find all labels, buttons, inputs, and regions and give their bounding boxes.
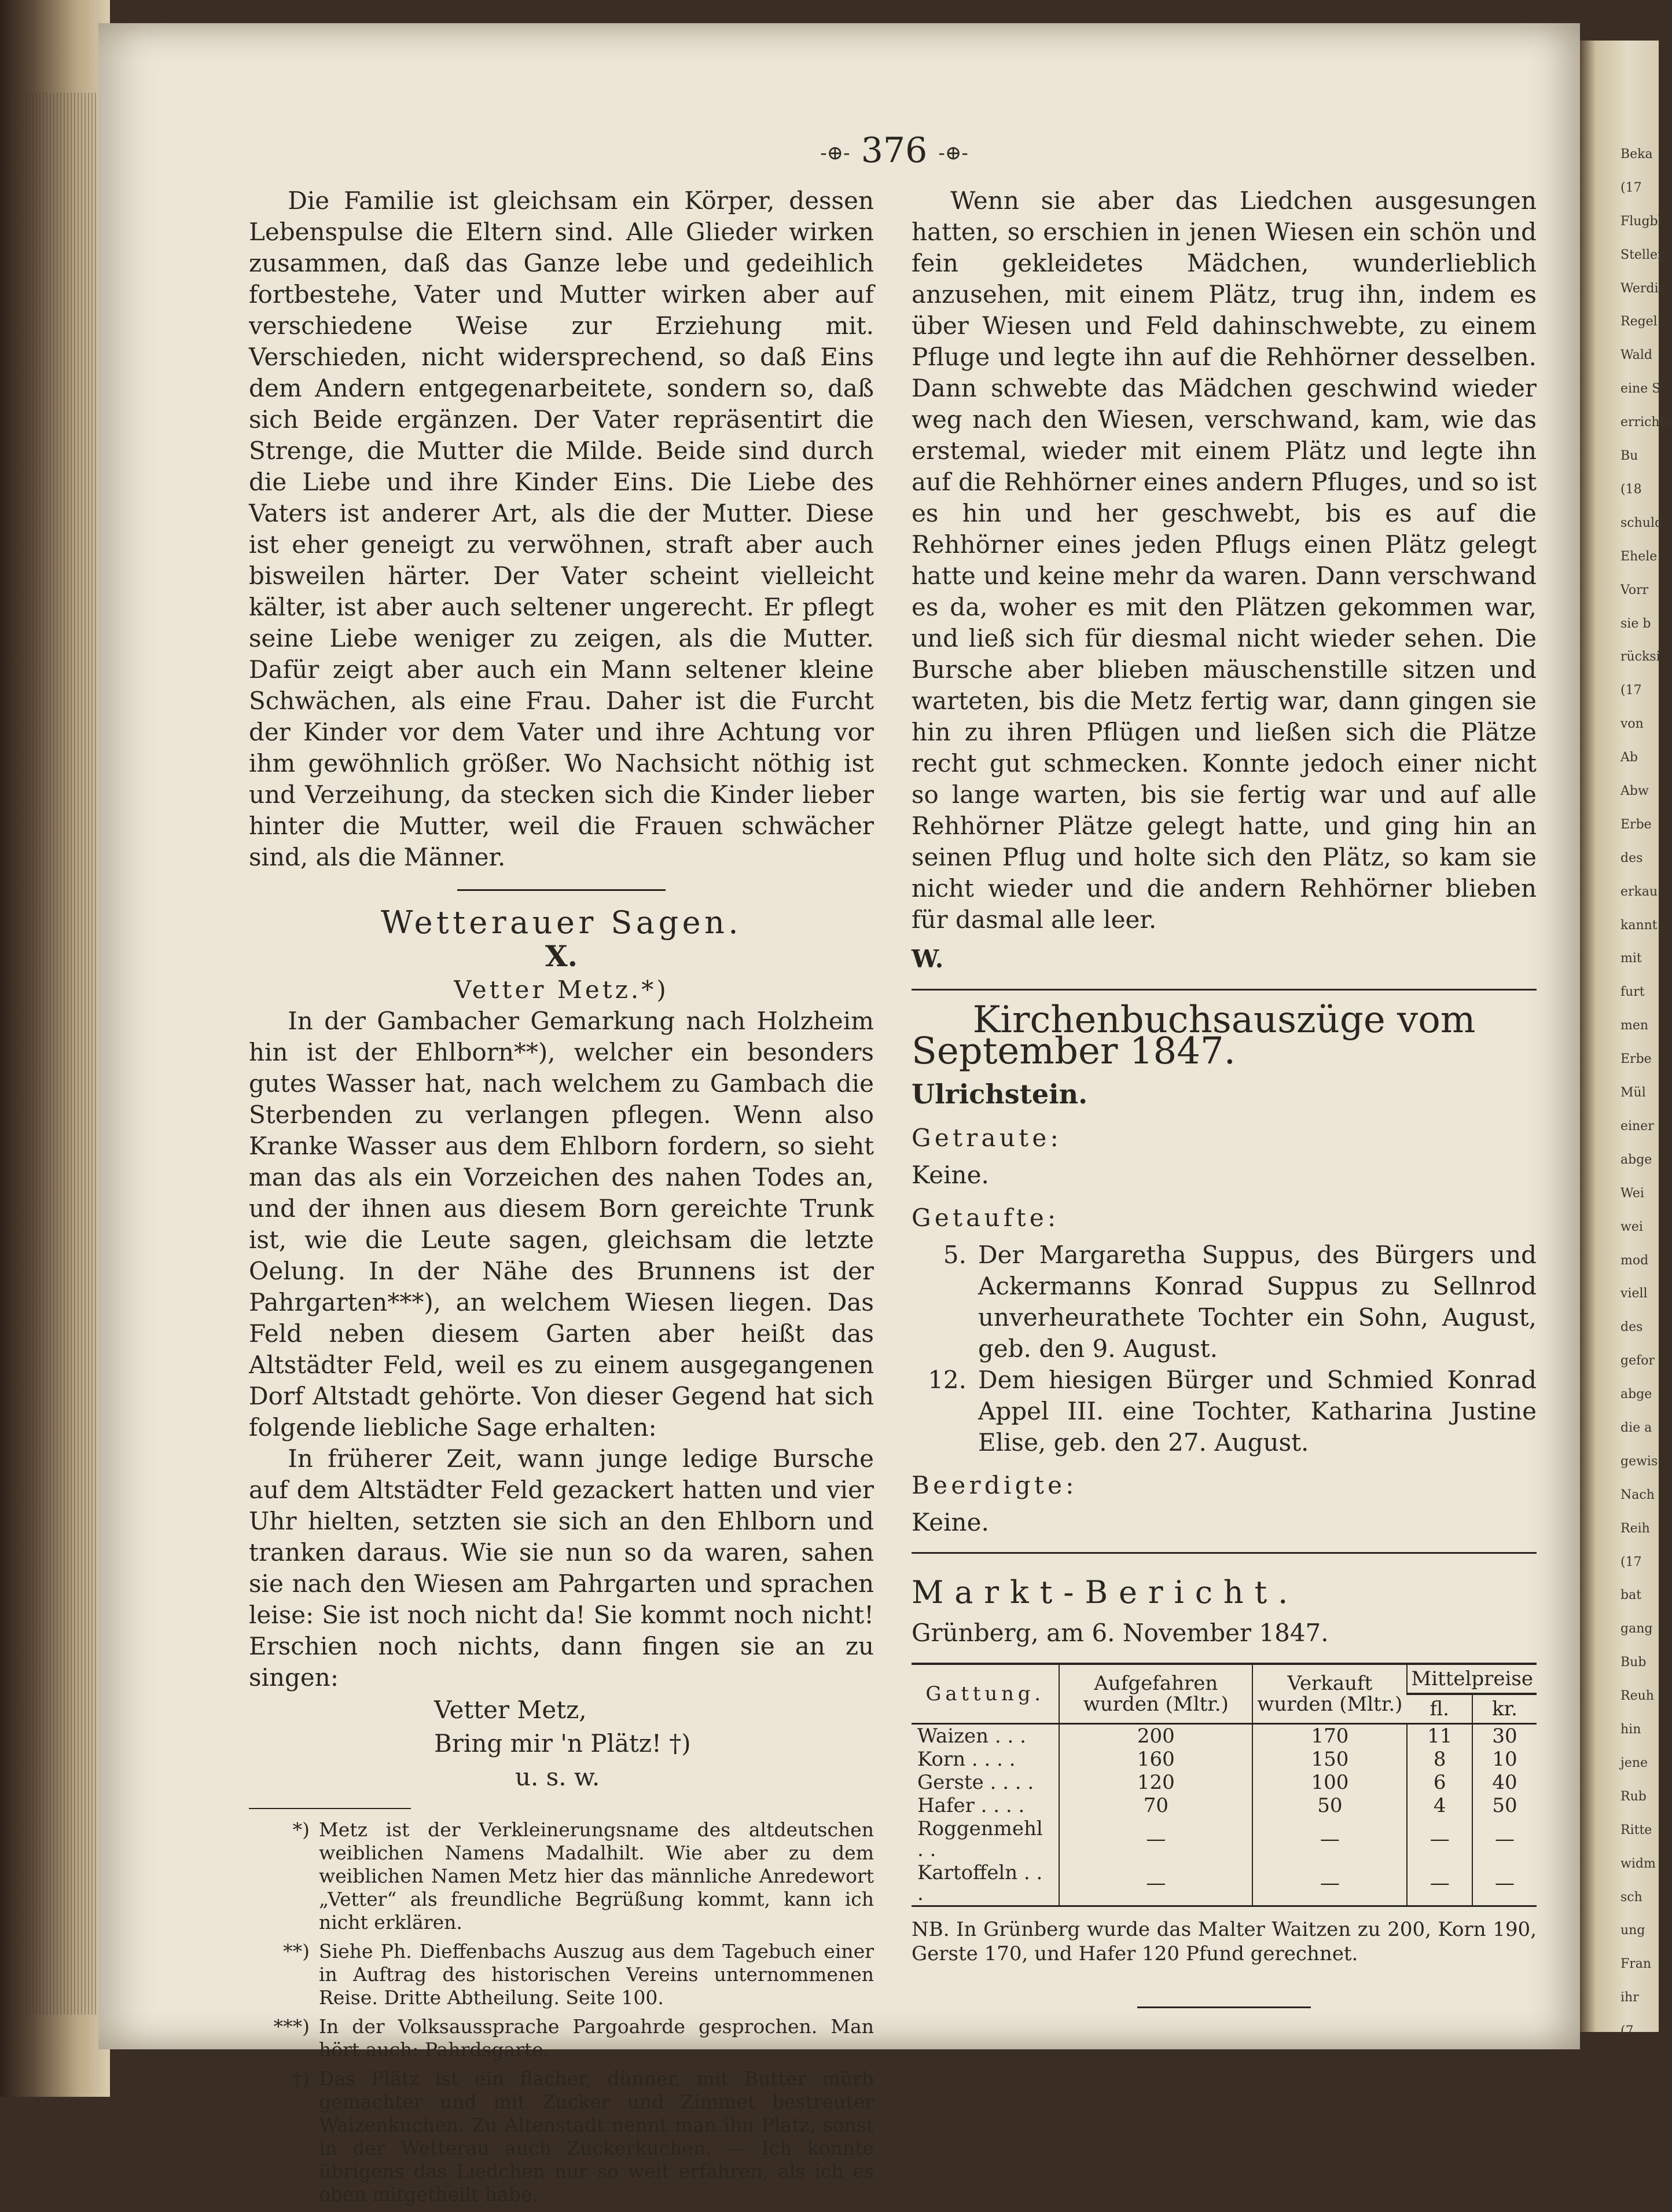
entry-number: 5.: [943, 1241, 967, 1269]
adjacent-page-fragment: men: [1620, 1018, 1649, 1033]
adjacent-page-fragment: mit: [1620, 951, 1642, 966]
ornament-right: -⊕-: [938, 141, 968, 165]
cell: Roggenmehl . .: [917, 1817, 1043, 1861]
market-report-date: Grünberg, am 6. November 1847.: [912, 1619, 1329, 1647]
adjacent-page-fragment: (17: [1620, 1554, 1642, 1569]
cell: 150: [1252, 1748, 1407, 1771]
divider: [912, 1552, 1537, 1554]
left-column: [249, 185, 874, 2212]
footnote: [249, 2067, 874, 2206]
story-title: Vetter Metz.*): [454, 975, 669, 1004]
footnote-divider: [249, 1808, 411, 1809]
cell: —: [1059, 1817, 1252, 1861]
adjacent-page-fragment: Reuh: [1620, 1689, 1654, 1704]
cell: —: [1252, 1817, 1407, 1861]
right-column: [912, 185, 1537, 2008]
cell: 200: [1059, 1724, 1252, 1748]
footnote-text: Metz ist der Verkleinerungsname des altdeutschen weiblichen Namens Madalhilt. Wie aber zu dem weiblichen Namen Metz hier das männliche Anredewort „Vetter“ als freundliche Begrüßung kommt, kann ich nicht erklären.: [319, 1818, 874, 1934]
adjacent-page-fragment: kannt: [1620, 918, 1658, 933]
book-spine: [0, 0, 110, 2097]
parish-name: Ulrichstein.: [912, 1079, 1088, 1110]
adjacent-page-fragment: wei: [1620, 1219, 1643, 1234]
page-number: 376: [861, 130, 928, 171]
col-mittelpreise: Mittelpreise: [1407, 1664, 1537, 1694]
col-verkauft: Verkauft wurden (Mltr.): [1252, 1664, 1407, 1724]
ornament-left: -⊕-: [820, 141, 850, 165]
adjacent-page-fragment: furt: [1620, 985, 1645, 1000]
cell: Hafer . . . .: [917, 1794, 1025, 1817]
adjacent-page-fragment: ihr: [1620, 1990, 1639, 2005]
cell: 11: [1407, 1724, 1472, 1748]
buried-value: Keine.: [912, 1508, 989, 1536]
footnote: [249, 1940, 874, 2009]
market-note: NB. In Grünberg wurde das Malter Waitzen zu 200, Korn 190, Gerste 170, und Hafer 120 Pfund gerechnet.: [912, 1918, 1537, 1965]
cell: 10: [1472, 1748, 1537, 1771]
adjacent-page-fragment: jene: [1620, 1755, 1648, 1770]
market-report-title: Markt-Bericht.: [912, 1574, 1299, 1611]
verse-line: Bring mir 'n Plätz! †): [434, 1729, 691, 1758]
adjacent-page-fragment: Abw: [1620, 784, 1649, 798]
adjacent-page-fragment: Wei: [1620, 1186, 1644, 1201]
footnote: [249, 2015, 874, 2061]
table-row: [912, 1794, 1537, 1817]
cell: —: [1407, 1817, 1472, 1861]
story-continuation: Wenn sie aber das Liedchen ausgesungen hatten, so erschien in jenen Wiesen ein schön und fein gekleidetes Mädchen, wunderlieblich anzusehen, mit einem Plätz, trug ihn, indem es über Wiesen und Feld dahinschwebte, zu einem Pfluge und legte ihn auf die Rehhörner desselben. Dann schwebte das Mädchen geschwind wieder weg nach den Wiesen, verschwand, kam, wie das erstemal, wieder mit einem Plätz und legte ihn auf die Rehhörner eines andern Pfluges, und so ist es hin und her geschwebt, bis es auf die Rehhörner eines jeden Pflugs einen Plätz gelegt hatte und keine mehr da waren. Dann verschwand es da, woher es mit den Plätzen gekommen war, und ließ sich für diesmal nicht wieder sehen. Die Bursche aber blieben mäuschenstille sitzen und warteten, bis die Metz fertig war, dann gingen sie hin zu ihren Pflügen und ließen sich die Plätze recht gut schmecken. Konnte jedoch einer nicht so lange warten, bis sie fertig war und auf alle Rehhörner Plätze gelegt hatte, und ging hin an seinen Pflug und holte sich den Plätz, so kam sie nicht wieder und die andern Rehhörner blieben für dasmal alle leer.: [912, 186, 1537, 934]
adjacent-page-fragment: widm: [1620, 1856, 1656, 1871]
cell: —: [1059, 1861, 1252, 1906]
cell: 50: [1252, 1794, 1407, 1817]
adjacent-page-fragment: Bub: [1620, 1655, 1647, 1670]
adjacent-page-fragment: Beka: [1620, 147, 1653, 162]
adjacent-page-fragment: schuld: [1620, 515, 1663, 530]
adjacent-page-fragment: Wald: [1620, 348, 1652, 363]
adjacent-page-fragment: erkau: [1620, 884, 1658, 899]
adjacent-page-fragment: Erbe: [1620, 1052, 1652, 1067]
adjacent-page-fragment: Flugbl: [1620, 214, 1662, 229]
adjacent-page-fragment: Nach: [1620, 1487, 1655, 1502]
adjacent-page-fragment: abge: [1620, 1387, 1652, 1402]
adjacent-page-fragment: Ehele: [1620, 549, 1658, 564]
cell: 6: [1407, 1771, 1472, 1794]
footnote-text: Das Plätz ist ein flacher, dünner, mit Butter mürb gemachter und mit Zucker und Zimmet bestreuter Waizenkuchen. Zu Altenstadt nennt man ihn Platz, sonst in der Wetterau auch Zuckerkuchen. — Ich konnte übrigens das Liedchen nur so weit erfahren, als ich es oben mitgetheilt habe.: [319, 2067, 874, 2206]
cell: 40: [1472, 1771, 1537, 1794]
section-title: Wetterauer Sagen.: [381, 904, 742, 941]
cell: 170: [1252, 1724, 1407, 1748]
adjacent-page-fragment: Vorr: [1620, 582, 1649, 597]
cell: Korn . . . .: [917, 1748, 1016, 1771]
col-aufgefahren: Aufgefahren wurden (Mltr.): [1059, 1664, 1252, 1724]
divider: [457, 889, 666, 891]
adjacent-page-fragment: (7: [1620, 2024, 1634, 2039]
adjacent-page-fragment: (17: [1620, 180, 1642, 195]
adjacent-page-fragment: hin: [1620, 1722, 1641, 1737]
buried-label: Beerdigte:: [912, 1471, 1078, 1499]
adjacent-page-fragment: gang: [1620, 1622, 1653, 1637]
cell: 8: [1407, 1748, 1472, 1771]
adjacent-page-fragment: Ritte: [1620, 1822, 1652, 1837]
cell: 100: [1252, 1771, 1407, 1794]
baptism-entry: [912, 1239, 1537, 1364]
cell: —: [1252, 1861, 1407, 1906]
family-paragraph: Die Familie ist gleichsam ein Körper, dessen Lebenspulse die Eltern sind. Alle Glieder wirken zusammen, daß das Ganze lebe und gedeihlich fortbestehe, Vater und Mutter wirken aber auf verschiedene Weise zur Erziehung mit. Verschieden, nicht widersprechend, so daß Eins dem Andern entgegenarbeitete, sondern so, daß sich Beide ergänzen. Der Vater repräsentirt die Strenge, die Mutter die Milde. Beide sind durch die Liebe und ihre Kinder Eins. Die Liebe des Vaters ist anderer Art, als die der Mutter. Diese ist eher geneigt zu verwöhnen, straft aber auch bisweilen härter. Der Vater scheint vielleicht kälter, ist aber auch seltener ungerecht. Er pflegt seine Liebe weniger zu zeigen, als die Mutter. Dafür zeigt aber auch ein Mann seltener kleine Schwächen, als eine Frau. Daher ist die Furcht der Kinder vor dem Vater und ihre Achtung vor ihm gewöhnlich größer. Wo Nachsicht nöthig ist und Verzeihung, da stecken sich die Kinder lieber hinter die Mutter, weil die Frauen schwächer sind, als die Männer.: [249, 186, 874, 871]
baptism-entry: [912, 1364, 1537, 1458]
verse-line: Vetter Metz,: [434, 1696, 587, 1724]
cell: 120: [1059, 1771, 1252, 1794]
adjacent-page-fragment: von: [1620, 717, 1644, 732]
verse: [434, 1693, 874, 1794]
cell: Waizen . . .: [917, 1725, 1026, 1748]
adjacent-page-fragment: errichte: [1620, 415, 1672, 430]
adjacent-page-fragment: (17: [1620, 683, 1642, 698]
section-number: X.: [545, 939, 578, 973]
cell: 160: [1059, 1748, 1252, 1771]
adjacent-page-fragment: viell: [1620, 1286, 1648, 1301]
entry-text: Der Margaretha Suppus, des Bürgers und Ackermanns Konrad Suppus zu Sellnrod unverheurathete Tochter ein Sohn, August, geb. den 9. August.: [978, 1241, 1537, 1363]
table-row: [912, 1817, 1537, 1861]
cell: Gerste . . . .: [917, 1771, 1034, 1794]
adjacent-page-fragment: die a: [1620, 1421, 1652, 1435]
footnote: [249, 1818, 874, 1934]
col-fl: fl.: [1407, 1694, 1472, 1724]
footnote-text: Siehe Ph. Dieffenbachs Auszug aus dem Tagebuch einer in Auftrag des historischen Vereins unternommenen Reise. Dritte Abtheilung. Seite 100.: [319, 1940, 874, 2009]
footnote-mark: †): [292, 2067, 310, 2090]
end-divider: [1137, 2006, 1311, 2008]
adjacent-page-fragment: Regel.: [1620, 314, 1662, 329]
story-paragraph: In früherer Zeit, wann junge ledige Bursche auf dem Altstädter Feld gezackert hatten und vier Uhr hielten, setzten sie sich an den Ehlborn und tranken daraus. Wie sie nun so da waren, sahen sie nach den Wiesen am Pahrgarten und sprachen leise: Sie ist noch nicht da! Sie kommt noch nicht! Erschien noch nichts, dann fingen sie an zu singen:: [249, 1444, 874, 1692]
adjacent-page-fragment: sch: [1620, 1890, 1642, 1905]
adjacent-page-fragment: Reih: [1620, 1521, 1650, 1536]
adjacent-page-fragment: mod: [1620, 1253, 1649, 1268]
story-paragraph: In der Gambacher Gemarkung nach Holzheim hin ist der Ehlborn**), welcher ein besonders gutes Wasser hat, nach welchem zu Gambach die Sterbenden zu verlangen pflegen. Wenn also Kranke Wasser aus dem Ehlborn fordern, so sieht man das als ein Vorzeichen des nahen Todes an, und der ihnen aus diesem Born gereichte Trunk ist, wie die Leute sagen, gleichsam die letzte Oelung. In der Nähe des Brunnens ist der Pahrgarten***), an welchem Wiesen liegen. Das Feld neben diesem Garten aber heißt das Altstädter Feld, weil es zu einem ausgegangenen Dorf Altstadt gehörte. Von dieser Gegend hat sich folgende liebliche Sage erhalten:: [249, 1007, 874, 1441]
adjacent-page: [1580, 41, 1672, 2039]
cell: 50: [1472, 1794, 1537, 1817]
entry-number: 12.: [928, 1366, 967, 1394]
entry-text: Dem hiesigen Bürger und Schmied Konrad Appel III. eine Tochter, Katharina Justine Elise, geb. den 27. August.: [978, 1366, 1537, 1457]
col-kr: kr.: [1472, 1694, 1537, 1724]
cell: 30: [1472, 1724, 1537, 1748]
footnote-mark: **): [283, 1940, 310, 1962]
cell: Kartoffeln . . .: [912, 1861, 1059, 1906]
cell: —: [1472, 1861, 1537, 1906]
adjacent-page-fragment: abge: [1620, 1152, 1652, 1167]
signature: W.: [912, 945, 944, 973]
married-value: Keine.: [912, 1161, 989, 1189]
adjacent-page-fragment: Erbe: [1620, 817, 1652, 832]
footnote-mark: *): [292, 1818, 310, 1841]
page-header: [793, 130, 995, 171]
divider: [912, 989, 1537, 991]
table-row: [912, 1771, 1537, 1794]
page-edges: [12, 93, 98, 2015]
adjacent-page-fragment: (18: [1620, 482, 1642, 497]
adjacent-page-fragment: Steller: [1620, 247, 1664, 262]
church-records-title: Kirchenbuchsauszüge vom September 1847.: [912, 999, 1476, 1073]
adjacent-page-fragment: Mül: [1620, 1085, 1646, 1101]
footnote-text: In der Volksaussprache Pargoahrde gesprochen. Man hört auch: Pahrdsgarte.: [319, 2015, 874, 2061]
adjacent-page-fragment: gewis: [1620, 1454, 1658, 1469]
adjacent-page-fragment: eine S: [1620, 381, 1661, 397]
adjacent-page-fragment: Rub: [1620, 1789, 1647, 1804]
adjacent-page-fragment: rücksi: [1620, 650, 1660, 665]
footnote-mark: ***): [273, 2015, 310, 2038]
adjacent-page-fragment: gefor: [1620, 1353, 1655, 1369]
table-row: [912, 1861, 1537, 1906]
adjacent-page-fragment: Werdie: [1620, 281, 1666, 296]
cell: —: [1407, 1861, 1472, 1906]
table-row: [912, 1748, 1537, 1771]
verse-line: u. s. w.: [515, 1763, 600, 1791]
cell: 70: [1059, 1794, 1252, 1817]
adjacent-page-fragment: des: [1620, 850, 1643, 865]
cell: 4: [1407, 1794, 1472, 1817]
adjacent-page-fragment: sie b: [1620, 616, 1651, 631]
market-table: [912, 1663, 1537, 1907]
cell: —: [1472, 1817, 1537, 1861]
col-gattung: Gattung.: [912, 1664, 1059, 1724]
adjacent-page-fragment: Fran: [1620, 1957, 1652, 1972]
table-row: [912, 1724, 1537, 1748]
married-label: Getraute:: [912, 1124, 1063, 1152]
adjacent-page-fragment: ung: [1620, 1923, 1645, 1938]
adjacent-page-fragment: Ab: [1620, 750, 1638, 765]
adjacent-page-fragment: Bu: [1620, 449, 1638, 464]
adjacent-page-fragment: bat: [1620, 1588, 1642, 1603]
adjacent-page-fragment: des: [1620, 1320, 1643, 1335]
baptized-label: Getaufte:: [912, 1204, 1060, 1232]
adjacent-page-fragment: einer: [1620, 1118, 1654, 1133]
